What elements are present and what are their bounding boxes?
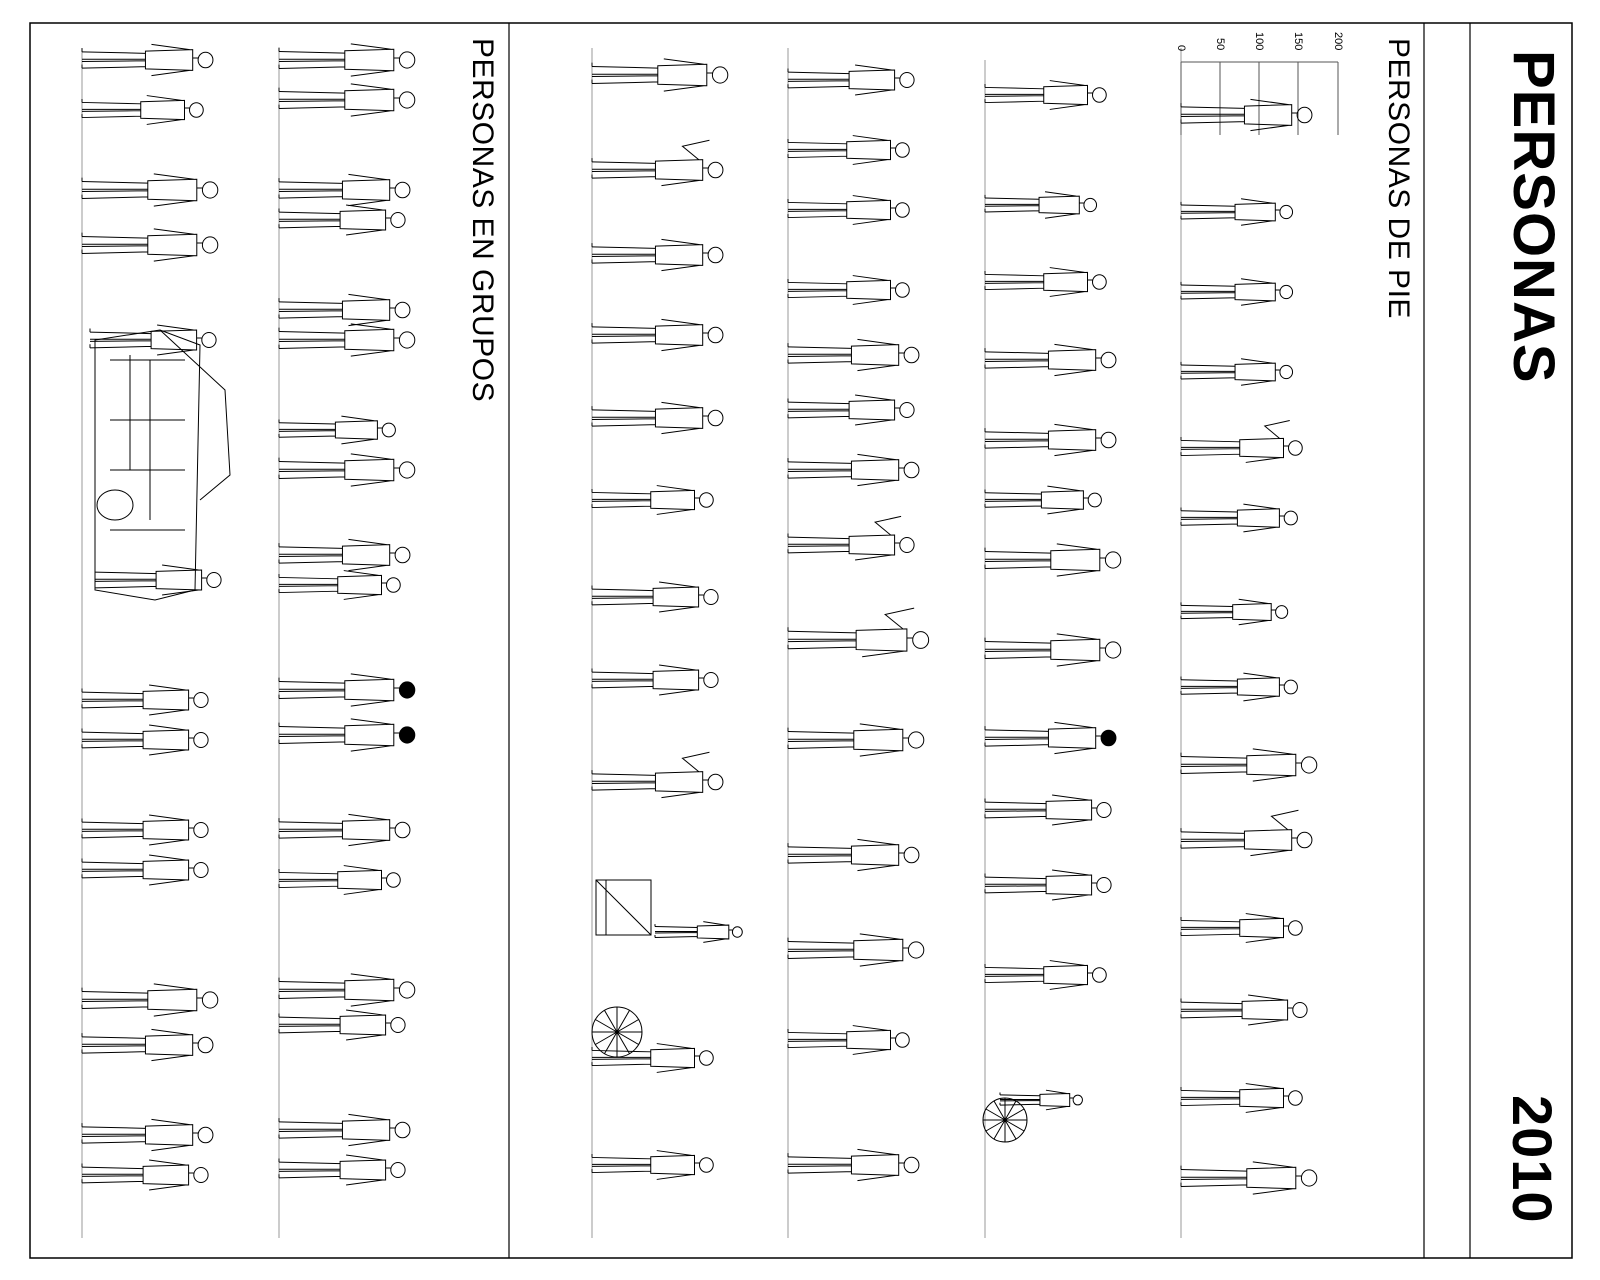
car-figure — [95, 330, 230, 600]
person-figure — [82, 725, 208, 755]
person-figure — [1181, 199, 1293, 226]
person-figure — [985, 424, 1116, 455]
person-figure — [1181, 749, 1317, 781]
person-figure — [592, 582, 718, 612]
person-figure — [1181, 673, 1297, 701]
person-figure — [82, 1160, 208, 1190]
person-figure — [1181, 995, 1307, 1025]
person-figure — [788, 136, 909, 165]
person-figure — [788, 608, 929, 657]
person-figure — [279, 719, 415, 751]
person-figure — [90, 325, 216, 355]
person-figure — [1181, 359, 1293, 386]
person-figure — [1181, 599, 1288, 624]
person-figure — [592, 402, 723, 433]
person-figure — [985, 722, 1116, 753]
person-figure — [788, 934, 924, 966]
person-figure — [985, 961, 1106, 990]
sheet-title: PERSONAS — [1501, 50, 1566, 384]
person-figure — [279, 539, 410, 570]
person-figure — [279, 674, 415, 706]
person-figure — [592, 140, 723, 185]
person-figure — [592, 319, 723, 350]
person-figure — [279, 454, 415, 486]
person-figure — [279, 866, 400, 895]
person-figure — [279, 571, 400, 600]
person-figure — [788, 839, 919, 870]
person-figure — [1181, 1084, 1302, 1113]
person-figure — [279, 84, 415, 116]
person-figure — [82, 44, 213, 75]
ground-lines — [82, 48, 1181, 1238]
person-figure — [279, 174, 410, 205]
person-figure — [985, 870, 1111, 900]
scale-label-100: 100 — [1253, 32, 1265, 51]
person-figure — [985, 634, 1121, 666]
person-figure — [1181, 914, 1302, 943]
sheet-year: 2010 — [1501, 1095, 1564, 1224]
person-figure — [788, 65, 914, 95]
person-figure — [655, 922, 742, 943]
person-figure — [279, 324, 415, 356]
stroller-figure — [596, 880, 651, 935]
person-figure — [788, 196, 909, 225]
person-figure — [279, 1155, 405, 1185]
wheelchair-figure — [592, 1007, 642, 1057]
person-figure — [82, 96, 203, 125]
person-figure — [592, 239, 723, 270]
person-figure — [592, 486, 713, 515]
person-figure — [592, 1044, 713, 1073]
person-figure — [279, 416, 395, 444]
person-figure — [82, 984, 218, 1016]
person-figure — [592, 59, 728, 91]
person-figure — [1181, 279, 1293, 306]
person-figure — [788, 454, 919, 485]
person-figure — [1181, 810, 1312, 855]
person-figure — [82, 855, 208, 885]
person-figure — [788, 339, 919, 370]
person-figure — [788, 724, 924, 756]
person-figure — [82, 174, 218, 206]
person-figure — [82, 1119, 213, 1150]
person-figure — [82, 685, 208, 715]
person-figure — [985, 544, 1121, 576]
person-figure — [1181, 1162, 1317, 1194]
section-title-standing: PERSONAS DE PIE — [1382, 38, 1415, 319]
sheet-border — [30, 23, 1572, 1258]
person-figure — [1181, 504, 1297, 532]
person-figure — [1181, 99, 1312, 130]
person-figure — [1181, 421, 1302, 463]
scale-label-0: 0 — [1175, 45, 1187, 52]
scale-label-200: 200 — [1332, 32, 1344, 51]
scale-label-150: 150 — [1292, 32, 1304, 51]
person-figure — [985, 795, 1111, 825]
person-figure — [788, 395, 914, 425]
person-figure — [985, 81, 1106, 110]
person-figure — [985, 344, 1116, 375]
person-figure — [592, 1151, 713, 1180]
person-figure — [985, 486, 1101, 514]
section-title-groups: PERSONAS EN GRUPOS — [466, 38, 499, 403]
person-figure — [985, 192, 1097, 219]
person-figure — [82, 1029, 213, 1060]
person-figure — [279, 974, 415, 1006]
person-figure — [82, 229, 218, 261]
scale-label-50: 50 — [1214, 38, 1226, 51]
person-figure — [279, 1010, 405, 1040]
person-figure — [592, 752, 723, 797]
person-figure — [788, 1149, 919, 1180]
person-figure — [95, 565, 221, 595]
person-figure — [279, 294, 410, 325]
person-figure — [592, 665, 718, 695]
person-figure — [985, 268, 1106, 297]
person-figure — [279, 1114, 410, 1145]
person-figure — [279, 814, 410, 845]
person-figure — [788, 1026, 909, 1055]
person-figure — [788, 516, 914, 560]
people-figures — [82, 44, 1317, 1194]
person-figure — [788, 276, 909, 305]
person-figure — [279, 205, 405, 235]
person-figure — [82, 815, 208, 845]
person-figure — [279, 44, 415, 76]
